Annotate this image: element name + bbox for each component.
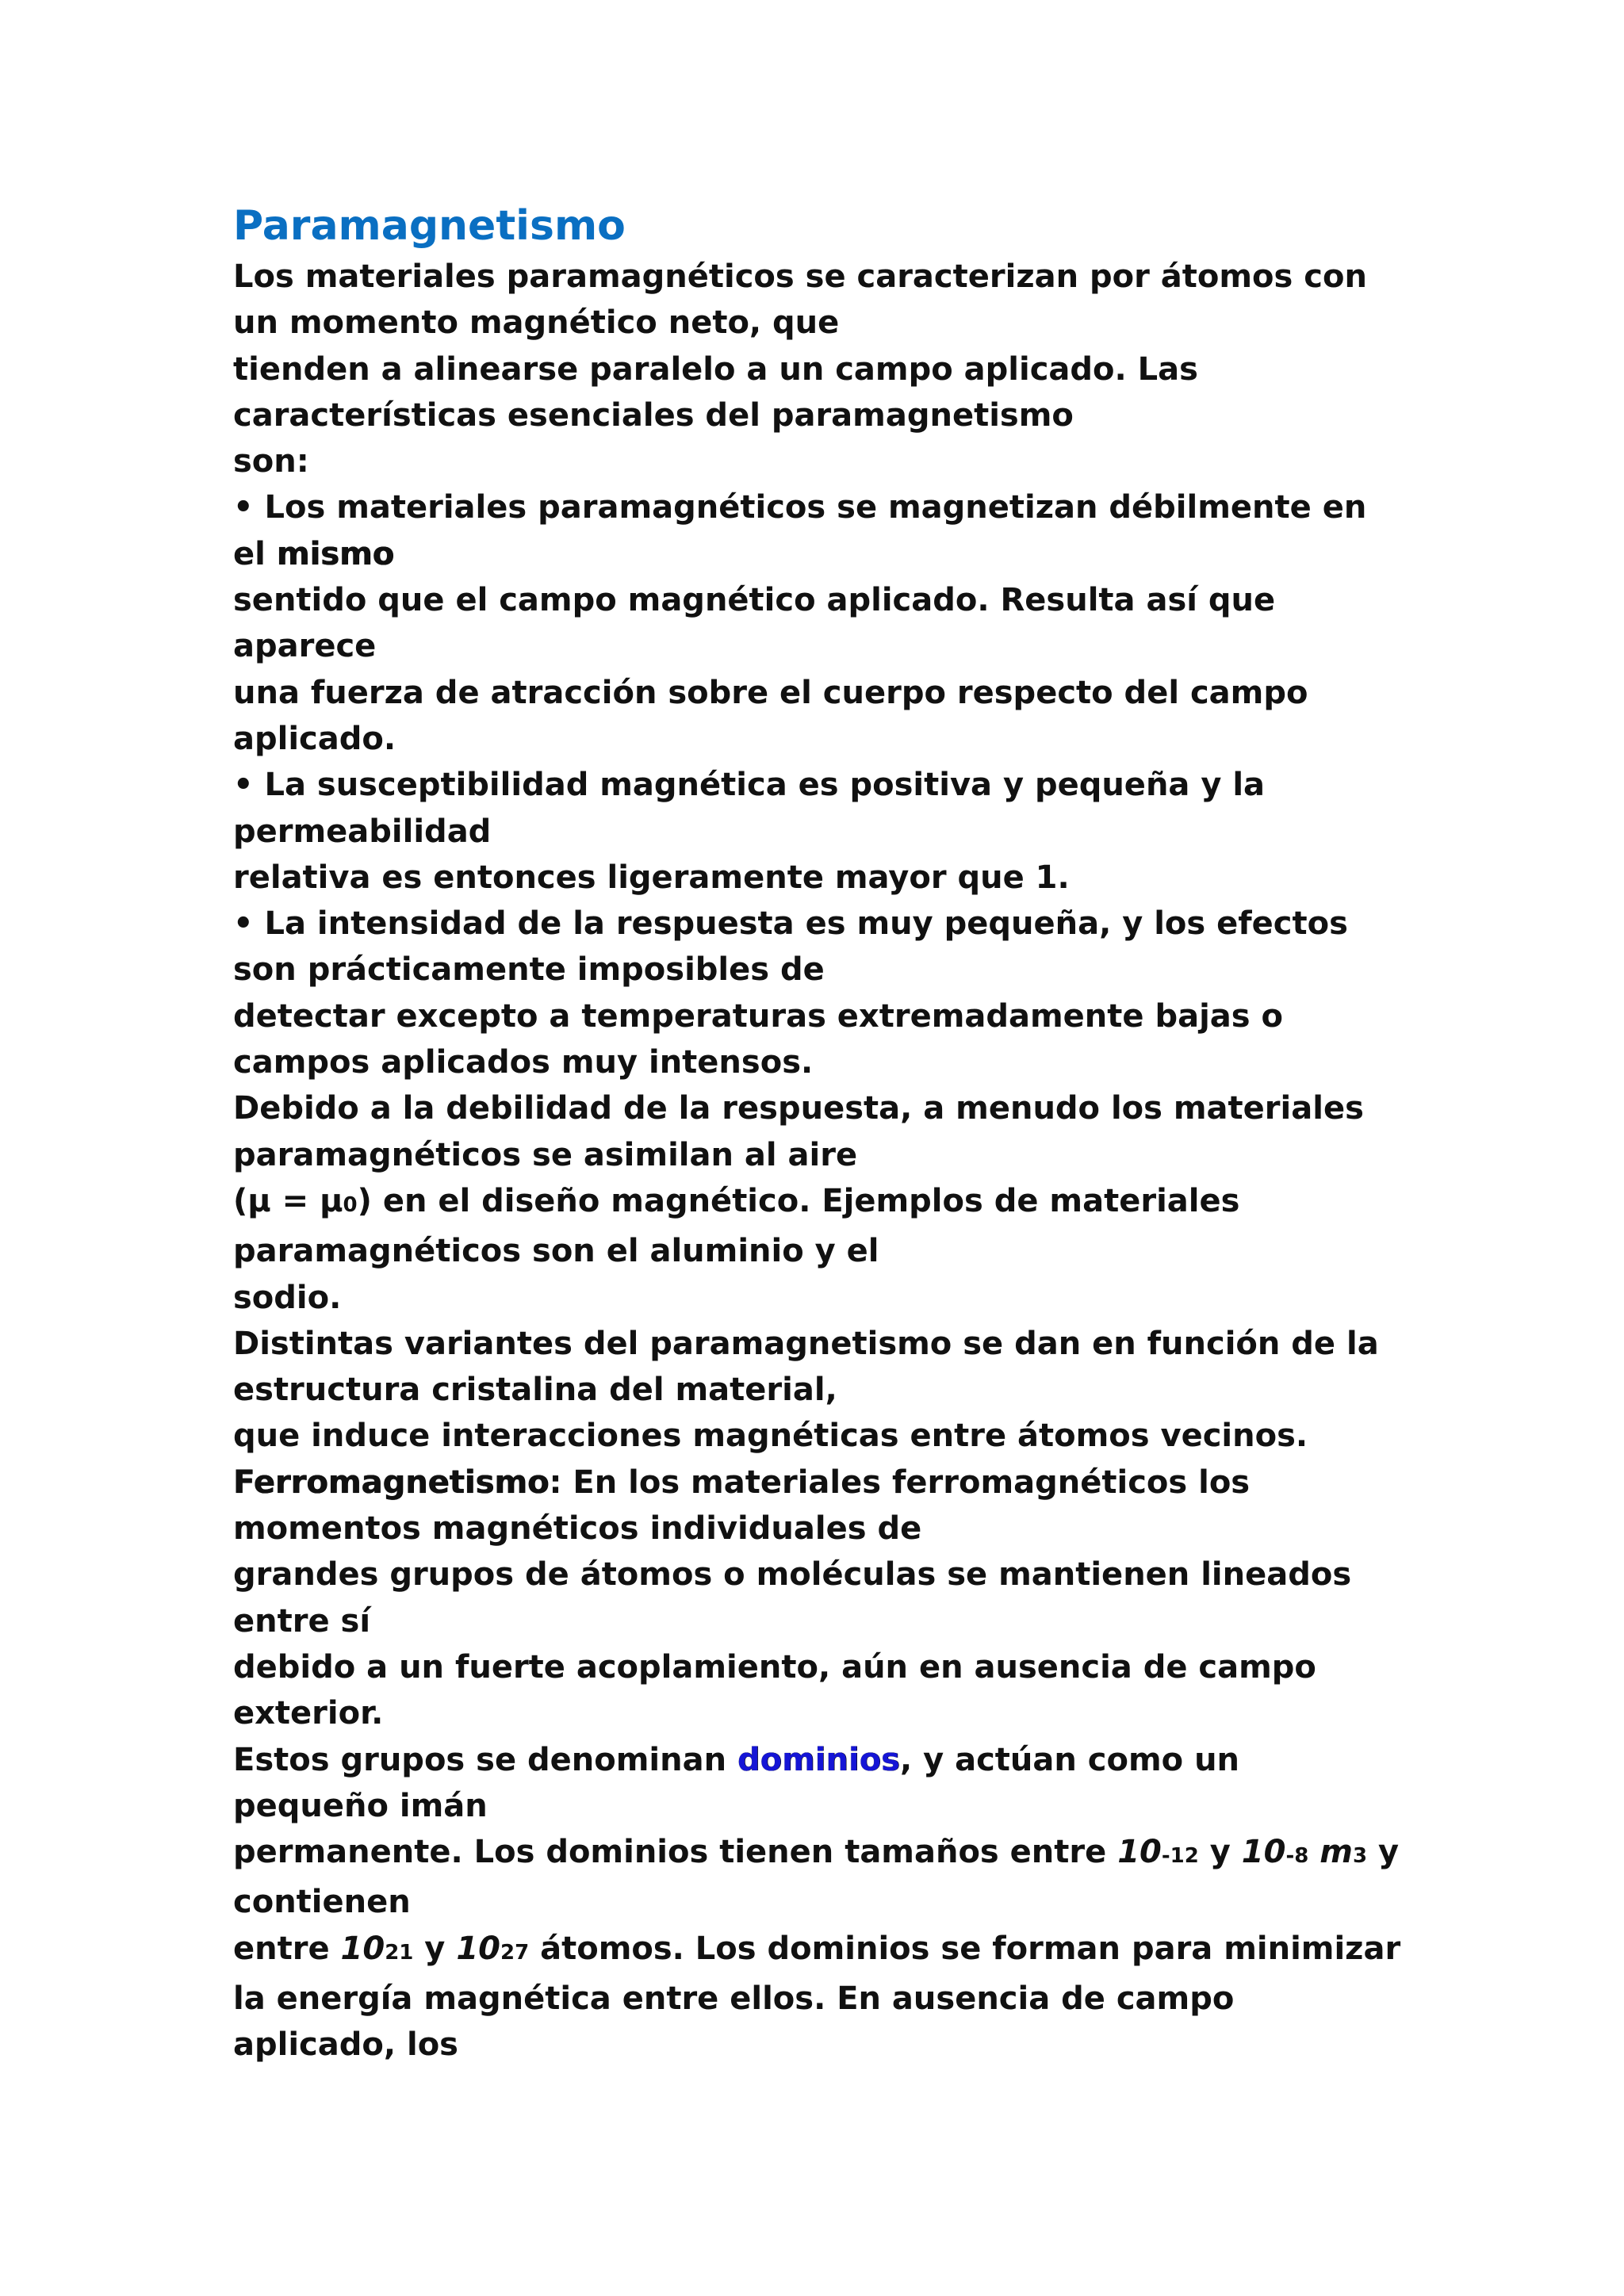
power-base: 10	[1117, 1834, 1162, 1871]
text-line: un momento magnético neto, que	[233, 304, 840, 342]
text-line	[233, 1829, 1407, 1879]
exponent: 21	[385, 1940, 414, 1965]
text-line: permeabilidad	[233, 813, 492, 850]
text-line: grandes grupos de átomos o moléculas se mantienen lineados	[233, 1556, 1352, 1594]
exponent: 27	[500, 1940, 530, 1965]
text-line: tienden a alinearse paralelo a un campo aplicado. Las	[233, 350, 1198, 388]
document-title: Paramagnetismo	[233, 202, 626, 250]
text-line: aplicado, los	[233, 2026, 458, 2064]
text-line: sodio.	[233, 1279, 342, 1316]
text-fragment: Estos grupos se denominan	[233, 1741, 737, 1778]
text-line: una fuerza de atracción sobre el cuerpo respecto del campo	[233, 674, 1308, 711]
text-line: entre sí	[233, 1602, 371, 1640]
unit: m	[1320, 1834, 1353, 1871]
exponent: -8	[1285, 1844, 1309, 1869]
text-line: detectar excepto a temperaturas extremadamente bajas o	[233, 997, 1284, 1035]
text-line: contienen	[233, 1884, 411, 1921]
text-line: aparece	[233, 628, 377, 665]
text-line: que induce interacciones magnéticas entre átomos vecinos.	[233, 1418, 1308, 1455]
text-line: exterior.	[233, 1695, 384, 1732]
text-line	[233, 1737, 1407, 1783]
text-fragment: permanente. Los dominios tienen tamaños entre	[233, 1834, 1118, 1871]
text-fragment: y	[1198, 1834, 1242, 1871]
text-fragment	[1308, 1834, 1320, 1870]
bullet-item: • La intensidad de la respuesta es muy pequeña, y los efectos	[233, 905, 1348, 943]
text-line: la energía magnética entre ellos. En ausencia de campo	[233, 1980, 1235, 2017]
text-fragment: y	[413, 1930, 457, 1967]
text-line: momentos magnéticos individuales de	[233, 1510, 922, 1548]
document-paragraphs	[233, 254, 1407, 2068]
text-fragment: átomos. Los dominios se forman para minimizar	[529, 1930, 1401, 1967]
text-line: Los materiales paramagnéticos se caracterizan por átomos con	[233, 258, 1367, 295]
power-base: 10	[1241, 1834, 1286, 1871]
text-line: estructura cristalina del material,	[233, 1372, 837, 1409]
text-line: campos aplicados muy intensos.	[233, 1044, 814, 1081]
text-fragment: (μ = μ	[233, 1182, 343, 1219]
exponent: 3	[1352, 1844, 1368, 1869]
bullet-item: • Los materiales paramagnéticos se magnetizan débilmente en	[233, 489, 1367, 526]
text-line	[233, 1926, 1407, 1976]
power-base: 10	[340, 1930, 385, 1967]
text-fragment: ) en el diseño magnético. Ejemplos de materiales	[357, 1182, 1240, 1219]
text-line: paramagnéticos son el aluminio y el	[233, 1233, 879, 1270]
text-line: relativa es entonces ligeramente mayor que 1.	[233, 859, 1070, 896]
text-fragment: y	[1367, 1834, 1400, 1871]
text-line: son:	[233, 443, 309, 480]
text-fragment: el	[233, 535, 277, 572]
power-base: 10	[456, 1930, 500, 1967]
text-line: pequeño imán	[233, 1787, 488, 1824]
text-line: aplicado.	[233, 720, 396, 757]
bullet-item: • La susceptibilidad magnética es positiva y pequeña y la	[233, 767, 1266, 804]
subscript: 0	[343, 1192, 358, 1217]
text-line: debido a un fuerte acoplamiento, aún en ausencia de campo	[233, 1648, 1316, 1686]
text-line: son prácticamente imposibles de	[233, 951, 825, 989]
text-fragment: , y actúan como un	[899, 1741, 1240, 1778]
text-line: características esenciales del paramagnetismo	[233, 396, 1074, 434]
text-fragment: : En los materiales ferromagnéticos los	[549, 1464, 1251, 1501]
exponent: -12	[1161, 1844, 1199, 1869]
text-line: Distintas variantes del paramagnetismo se dan en función de la	[233, 1325, 1379, 1362]
text-line: paramagnéticos se asimilan al aire	[233, 1136, 858, 1173]
text-line	[233, 1178, 1407, 1228]
text-line: Debido a la debilidad de la respuesta, a menudo los materiales	[233, 1090, 1364, 1127]
text-line	[233, 1460, 1407, 1506]
document-body	[233, 198, 1407, 2068]
section-term: Ferromagnetismo	[233, 1464, 550, 1501]
text-line: sentido que el campo magnético aplicado. Resulta así que	[233, 582, 1276, 619]
dominios-link[interactable]: dominios	[737, 1741, 900, 1778]
text-fragment: entre	[233, 1930, 341, 1967]
text-line	[233, 531, 1407, 577]
emphasized-word: mismo	[276, 535, 395, 572]
